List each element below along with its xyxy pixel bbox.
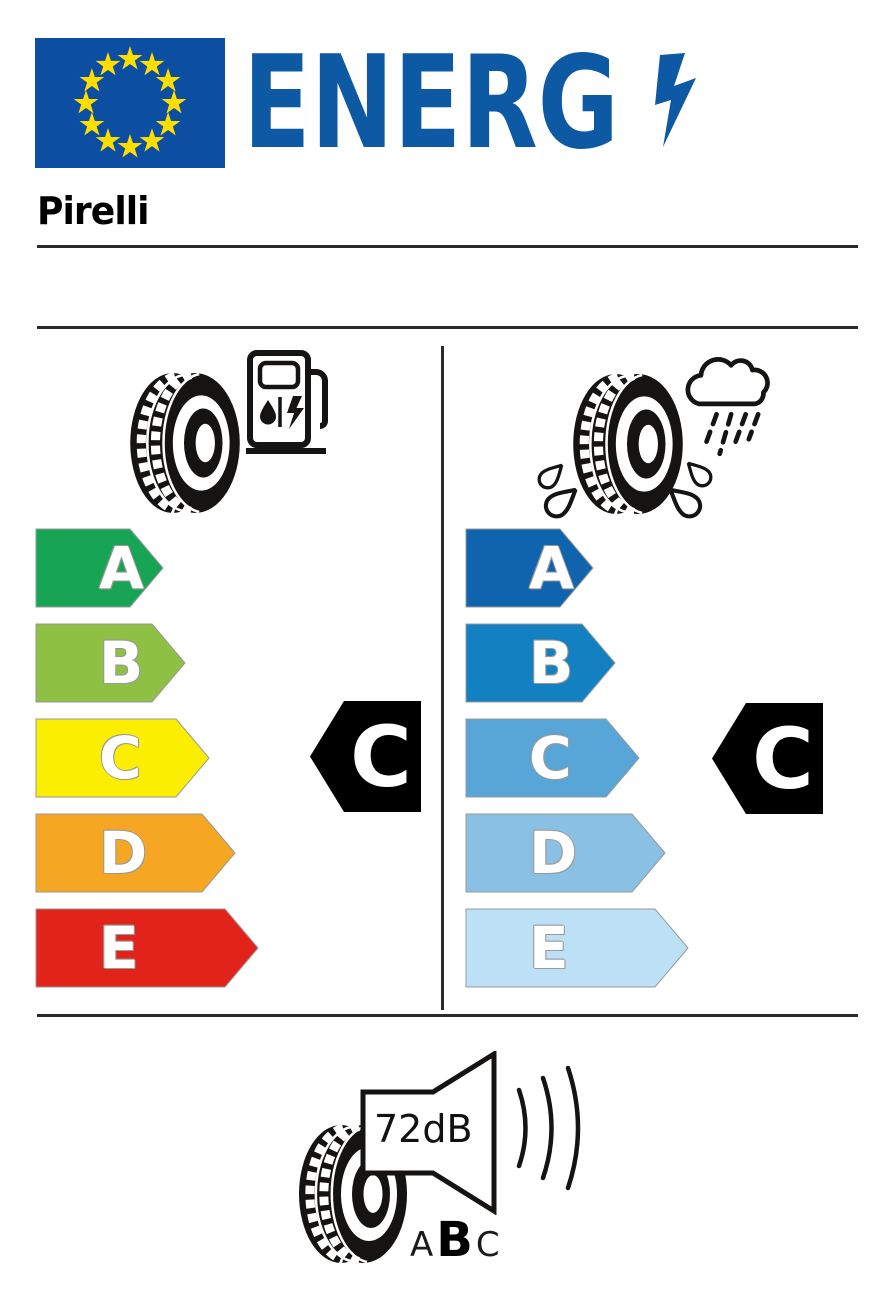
noise-db-value: 72dB [374,1107,473,1151]
fuel-rating-letter: C [350,707,412,806]
divider-top [37,245,858,248]
grade-letter: C [529,724,572,792]
wet-scale-bar-c [465,718,641,798]
lightning-bolt-icon [655,53,696,147]
fuel-scale-bar-a [35,528,165,608]
eu-flag [35,38,225,168]
grade-letter: A [99,534,144,602]
noise-class-c: C [475,1225,500,1265]
fuel-rating-indicator [309,699,423,814]
noise-class-a: A [410,1225,434,1265]
wet-scale-bar-e [465,908,690,988]
fuel-scale-bar-e [35,908,260,988]
fuel-scale-bar-d [35,813,237,893]
brand-name: Pirelli [37,189,149,233]
divider-lower [37,1014,858,1017]
rain-cloud-icon [676,348,780,466]
noise-class-b-selected: B [436,1212,473,1268]
wet-rating-indicator [711,701,825,816]
wet-scale-bar-b [465,623,617,703]
grade-letter: C [99,724,142,792]
fuel-tire-icon [128,372,242,514]
fuel-pump-icon [246,350,332,454]
energ-logo-text: ENERG [243,48,619,154]
divider-upper [37,326,858,329]
wet-rating-letter: C [752,709,814,808]
wet-scale-bar-d [465,813,667,893]
grade-letter: A [529,534,574,602]
grade-letter: E [529,914,569,982]
grade-letter: D [99,819,148,887]
divider-vertical [441,346,444,1010]
grade-letter: D [529,819,578,887]
grade-letter: E [99,914,139,982]
wet-scale-bar-a [465,528,595,608]
fuel-scale-bar-b [35,623,187,703]
noise-class-scale [410,1212,500,1268]
energ-logo [243,48,713,154]
fuel-scale-bar-c [35,718,211,798]
grade-letter: B [529,629,574,697]
grade-letter: B [99,629,144,697]
sound-waves-icon [514,1066,588,1191]
